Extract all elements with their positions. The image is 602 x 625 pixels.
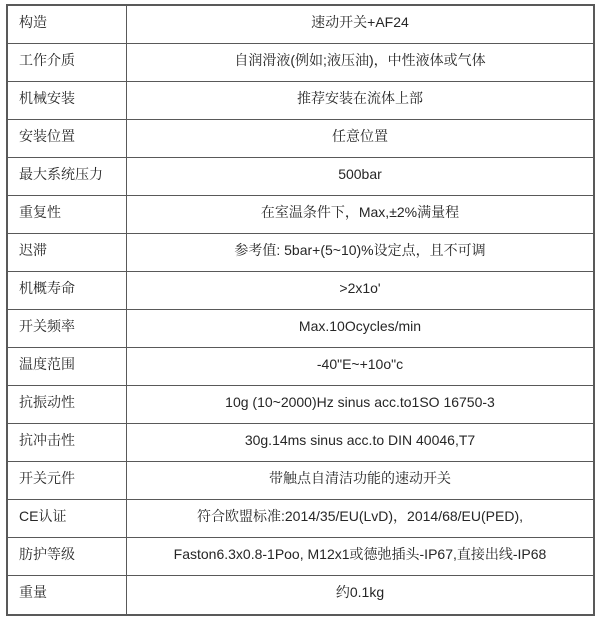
spec-parameter-label: 开关元件 — [8, 462, 127, 499]
spec-value: 在室温条件下，Max,±2%满量程 — [260, 204, 460, 220]
table-row — [8, 158, 593, 196]
spec-value: Max.10Ocycles/min — [298, 318, 422, 334]
spec-value: 任意位置 — [332, 128, 388, 144]
spec-parameter-label: 安装位置 — [8, 120, 127, 157]
spec-parameter-label: CE认证 — [8, 500, 127, 537]
table-row — [8, 196, 593, 234]
spec-parameter-label: 肪护等级 — [8, 538, 127, 575]
spec-parameter-label: 构造 — [8, 6, 127, 43]
spec-value: -40"E~+10o"c — [316, 356, 404, 372]
spec-parameter-label: 机械安装 — [8, 82, 127, 119]
table-row — [8, 576, 593, 614]
spec-value: 30g.14ms sinus acc.to DIN 40046,T7 — [244, 432, 476, 448]
spec-value: 参考值: 5bar+(5~10)%设定点，且不可调 — [234, 242, 486, 258]
spec-value: 500bar — [338, 166, 382, 182]
table-row — [8, 500, 593, 538]
spec-table — [6, 4, 595, 616]
table-row — [8, 386, 593, 424]
table-row — [8, 234, 593, 272]
spec-value: 自润滑液(例如;液压油)，中性液体或气体 — [234, 52, 486, 68]
table-row — [8, 462, 593, 500]
table-row — [8, 310, 593, 348]
spec-value: 带触点自清洁功能的速动开关 — [269, 470, 451, 486]
spec-value: >2x1o' — [339, 280, 381, 296]
table-row — [8, 82, 593, 120]
spec-value: 推荐安装在流体上部 — [297, 90, 423, 106]
table-row — [8, 44, 593, 82]
spec-parameter-label: 重量 — [8, 576, 127, 614]
spec-parameter-label: 温度范围 — [8, 348, 127, 385]
spec-parameter-label: 开关频率 — [8, 310, 127, 347]
table-row — [8, 424, 593, 462]
table-row — [8, 348, 593, 386]
table-row — [8, 6, 593, 44]
spec-parameter-label: 抗冲击性 — [8, 424, 127, 461]
spec-value: 速动开关+AF24 — [311, 14, 409, 30]
spec-value: 10g (10~2000)Hz sinus acc.to1SO 16750-3 — [225, 394, 495, 410]
spec-parameter-label: 工作介质 — [8, 44, 127, 81]
spec-parameter-label: 机概寿命 — [8, 272, 127, 309]
table-row — [8, 538, 593, 576]
spec-parameter-label: 重复性 — [8, 196, 127, 233]
spec-value: 符合欧盟标准:2014/35/EU(LvD)，2014/68/EU(PED), — [197, 508, 523, 524]
spec-parameter-label: 最大系统压力 — [8, 158, 127, 195]
spec-value: 约0.1kg — [335, 584, 385, 600]
spec-parameter-label: 迟滞 — [8, 234, 127, 271]
table-row — [8, 120, 593, 158]
table-row — [8, 272, 593, 310]
spec-value: Faston6.3x0.8-1Poo, M12x1或德弛插头-IP67,直接出线-IP68 — [173, 546, 547, 562]
spec-parameter-label: 抗振动性 — [8, 386, 127, 423]
